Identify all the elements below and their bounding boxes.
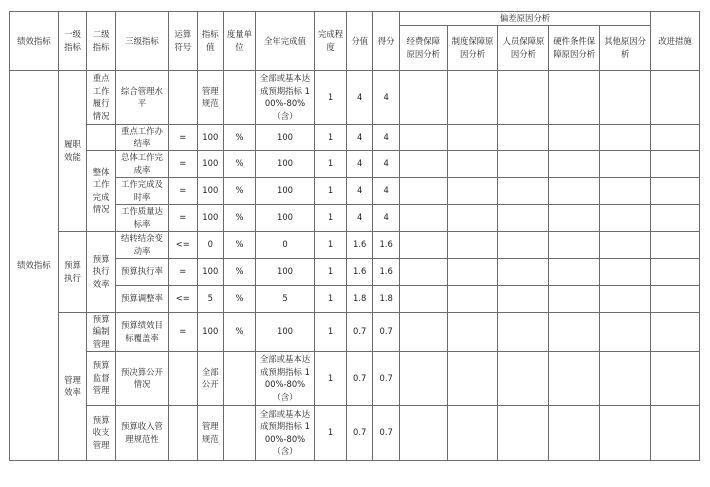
header-level2: 二级指标 <box>87 12 116 71</box>
cell-dev-system <box>447 285 498 312</box>
cell-dev-hardware <box>549 150 600 177</box>
header-operator: 运算符号 <box>168 12 197 71</box>
cell-target: 100 <box>197 177 223 204</box>
cell-dev-hardware <box>549 258 600 285</box>
cell-l3: 预算执行率 <box>115 258 168 285</box>
cell-dev-staff <box>498 231 549 258</box>
cell-target: 5 <box>197 285 223 312</box>
group-g2a: 预算执行效率 <box>87 231 116 312</box>
cell-score: 4 <box>373 124 399 150</box>
cell-dev-other <box>600 405 651 460</box>
cell-l3: 预算调整率 <box>115 285 168 312</box>
cell-dev-funding <box>399 124 447 150</box>
header-row-1 <box>10 12 700 26</box>
cell-dev-system <box>447 124 498 150</box>
cell-dev-system <box>447 351 498 405</box>
cell-l3: 总体工作完成率 <box>115 150 168 177</box>
cell-degree: 1 <box>315 312 347 351</box>
group-g3c: 预算收支管理 <box>87 405 116 460</box>
cell-dev-funding <box>399 177 447 204</box>
cell-improve <box>651 124 700 150</box>
group-g3: 管理效率 <box>58 312 87 460</box>
cell-degree: 1 <box>315 231 347 258</box>
cell-score: 4 <box>373 150 399 177</box>
cell-degree: 1 <box>315 204 347 231</box>
cell-dev-funding <box>399 405 447 460</box>
table-row <box>10 405 700 460</box>
cell-op: = <box>168 177 197 204</box>
table-row <box>10 124 700 150</box>
cell-weight: 4 <box>346 70 372 124</box>
header-dev-other: 其他原因分析 <box>600 25 651 70</box>
cell-dev-staff <box>498 124 549 150</box>
group-level0: 绩效指标 <box>10 70 59 460</box>
header-dev-system: 制度保障原因分析 <box>447 25 498 70</box>
cell-l3: 预算绩效目标覆盖率 <box>115 312 168 351</box>
cell-dev-hardware <box>549 351 600 405</box>
cell-unit: % <box>224 124 256 150</box>
cell-dev-funding <box>399 150 447 177</box>
cell-op: <= <box>168 285 197 312</box>
cell-target: 100 <box>197 124 223 150</box>
cell-improve <box>651 150 700 177</box>
cell-score: 0.7 <box>373 351 399 405</box>
cell-degree: 1 <box>315 351 347 405</box>
cell-score: 4 <box>373 204 399 231</box>
cell-dev-system <box>447 177 498 204</box>
cell-degree: 1 <box>315 258 347 285</box>
cell-weight: 1.6 <box>346 231 372 258</box>
cell-target: 全部公开 <box>197 351 223 405</box>
cell-dev-other <box>600 177 651 204</box>
cell-annual: 100 <box>255 150 314 177</box>
cell-dev-other <box>600 204 651 231</box>
cell-dev-staff <box>498 258 549 285</box>
cell-dev-hardware <box>549 204 600 231</box>
cell-op: = <box>168 124 197 150</box>
cell-l3: 预算收入管理规范性 <box>115 405 168 460</box>
cell-score: 1.8 <box>373 285 399 312</box>
performance-table <box>9 11 700 461</box>
table-row <box>10 351 700 405</box>
cell-weight: 0.7 <box>346 351 372 405</box>
cell-weight: 4 <box>346 204 372 231</box>
cell-unit: % <box>224 204 256 231</box>
table-row <box>10 150 700 177</box>
cell-dev-other <box>600 124 651 150</box>
cell-weight: 1.8 <box>346 285 372 312</box>
cell-dev-staff <box>498 312 549 351</box>
cell-dev-system <box>447 204 498 231</box>
cell-improve <box>651 405 700 460</box>
header-perf-indicator: 绩效指标 <box>10 12 59 71</box>
cell-dev-staff <box>498 70 549 124</box>
cell-annual: 0 <box>255 231 314 258</box>
cell-annual: 全部或基本达成预期指标 100%-80%（含） <box>255 70 314 124</box>
cell-op: = <box>168 204 197 231</box>
cell-target: 100 <box>197 312 223 351</box>
header-unit: 度量单位 <box>224 12 256 71</box>
cell-dev-funding <box>399 258 447 285</box>
cell-dev-system <box>447 405 498 460</box>
cell-target: 100 <box>197 150 223 177</box>
header-degree: 完成程度 <box>315 12 347 71</box>
table-row <box>10 70 700 124</box>
cell-unit: % <box>224 258 256 285</box>
group-g1b: 整体工作完成情况 <box>87 150 116 231</box>
group-g1a: 重点工作履行情况 <box>87 70 116 124</box>
cell-annual: 100 <box>255 124 314 150</box>
cell-op: = <box>168 258 197 285</box>
cell-dev-system <box>447 258 498 285</box>
header-deviation: 偏差原因分析 <box>399 12 650 26</box>
cell-op <box>168 70 197 124</box>
cell-annual: 100 <box>255 258 314 285</box>
cell-score: 0.7 <box>373 312 399 351</box>
cell-dev-staff <box>498 150 549 177</box>
cell-dev-hardware <box>549 405 600 460</box>
cell-unit: % <box>224 231 256 258</box>
cell-annual: 全部或基本达成预期指标 100%-80%（含） <box>255 405 314 460</box>
cell-unit: % <box>224 150 256 177</box>
cell-dev-funding <box>399 285 447 312</box>
cell-improve <box>651 258 700 285</box>
cell-target: 管理规范 <box>197 405 223 460</box>
header-dev-funding: 经费保障原因分析 <box>399 25 447 70</box>
group-g1: 履职效能 <box>58 70 87 231</box>
header-weight: 分值 <box>346 12 372 71</box>
cell-l3: 工作完成及时率 <box>115 177 168 204</box>
cell-weight: 1.6 <box>346 258 372 285</box>
cell-level2-empty <box>87 124 116 150</box>
cell-dev-hardware <box>549 285 600 312</box>
cell-dev-hardware <box>549 124 600 150</box>
cell-dev-other <box>600 231 651 258</box>
cell-unit: % <box>224 177 256 204</box>
group-g2: 预算执行 <box>58 231 87 312</box>
cell-improve <box>651 204 700 231</box>
cell-dev-staff <box>498 285 549 312</box>
cell-annual: 100 <box>255 312 314 351</box>
cell-dev-hardware <box>549 312 600 351</box>
cell-improve <box>651 70 700 124</box>
cell-unit <box>224 70 256 124</box>
cell-score: 1.6 <box>373 258 399 285</box>
cell-unit: % <box>224 285 256 312</box>
cell-weight: 4 <box>346 150 372 177</box>
cell-degree: 1 <box>315 405 347 460</box>
cell-score: 4 <box>373 177 399 204</box>
cell-target: 100 <box>197 204 223 231</box>
cell-dev-system <box>447 70 498 124</box>
cell-dev-hardware <box>549 70 600 124</box>
header-level1: 一级指标 <box>58 12 87 71</box>
cell-degree: 1 <box>315 177 347 204</box>
performance-table-wrapper <box>9 11 700 461</box>
cell-improve <box>651 351 700 405</box>
cell-score: 4 <box>373 70 399 124</box>
cell-dev-funding <box>399 204 447 231</box>
cell-l3: 重点工作办结率 <box>115 124 168 150</box>
cell-target: 100 <box>197 258 223 285</box>
cell-improve <box>651 312 700 351</box>
cell-dev-system <box>447 231 498 258</box>
header-target: 指标值 <box>197 12 223 71</box>
header-score: 得分 <box>373 12 399 71</box>
cell-dev-hardware <box>549 231 600 258</box>
cell-dev-other <box>600 70 651 124</box>
cell-target: 0 <box>197 231 223 258</box>
cell-annual: 100 <box>255 177 314 204</box>
cell-op <box>168 405 197 460</box>
cell-dev-funding <box>399 312 447 351</box>
cell-improve <box>651 231 700 258</box>
cell-degree: 1 <box>315 70 347 124</box>
table-row <box>10 231 700 258</box>
cell-weight: 0.7 <box>346 405 372 460</box>
cell-op: <= <box>168 231 197 258</box>
cell-l3: 预决算公开情况 <box>115 351 168 405</box>
cell-dev-funding <box>399 231 447 258</box>
cell-op <box>168 351 197 405</box>
cell-dev-system <box>447 150 498 177</box>
cell-annual: 100 <box>255 204 314 231</box>
cell-unit: % <box>224 312 256 351</box>
cell-l3: 工作质量达标率 <box>115 204 168 231</box>
cell-dev-staff <box>498 351 549 405</box>
cell-dev-staff <box>498 204 549 231</box>
header-improve: 改进措施 <box>651 12 700 71</box>
cell-weight: 4 <box>346 124 372 150</box>
cell-weight: 0.7 <box>346 312 372 351</box>
cell-unit <box>224 405 256 460</box>
cell-op: = <box>168 150 197 177</box>
cell-degree: 1 <box>315 150 347 177</box>
cell-unit <box>224 351 256 405</box>
cell-weight: 4 <box>346 177 372 204</box>
cell-improve <box>651 285 700 312</box>
cell-improve <box>651 177 700 204</box>
cell-dev-system <box>447 312 498 351</box>
header-dev-staff: 人员保障原因分析 <box>498 25 549 70</box>
header-dev-hardware: 硬件条件保障原因分析 <box>549 25 600 70</box>
cell-score: 0.7 <box>373 405 399 460</box>
cell-dev-other <box>600 150 651 177</box>
header-annual: 全年完成值 <box>255 12 314 71</box>
cell-score: 1.6 <box>373 231 399 258</box>
cell-op: = <box>168 312 197 351</box>
cell-l3: 结转结余变动率 <box>115 231 168 258</box>
group-g3a: 预算编制管理 <box>87 312 116 351</box>
cell-dev-other <box>600 285 651 312</box>
header-level3: 三级指标 <box>115 12 168 71</box>
cell-dev-other <box>600 258 651 285</box>
table-body <box>10 12 700 461</box>
cell-dev-other <box>600 312 651 351</box>
cell-dev-staff <box>498 177 549 204</box>
cell-degree: 1 <box>315 285 347 312</box>
cell-dev-staff <box>498 405 549 460</box>
cell-dev-funding <box>399 70 447 124</box>
cell-dev-funding <box>399 351 447 405</box>
cell-dev-hardware <box>549 177 600 204</box>
cell-annual: 5 <box>255 285 314 312</box>
group-g3b: 预算监督管理 <box>87 351 116 405</box>
cell-l3: 综合管理水平 <box>115 70 168 124</box>
cell-degree: 1 <box>315 124 347 150</box>
cell-annual: 全部或基本达成预期指标 100%-80%（含） <box>255 351 314 405</box>
table-row <box>10 312 700 351</box>
cell-dev-other <box>600 351 651 405</box>
cell-target: 管理规范 <box>197 70 223 124</box>
